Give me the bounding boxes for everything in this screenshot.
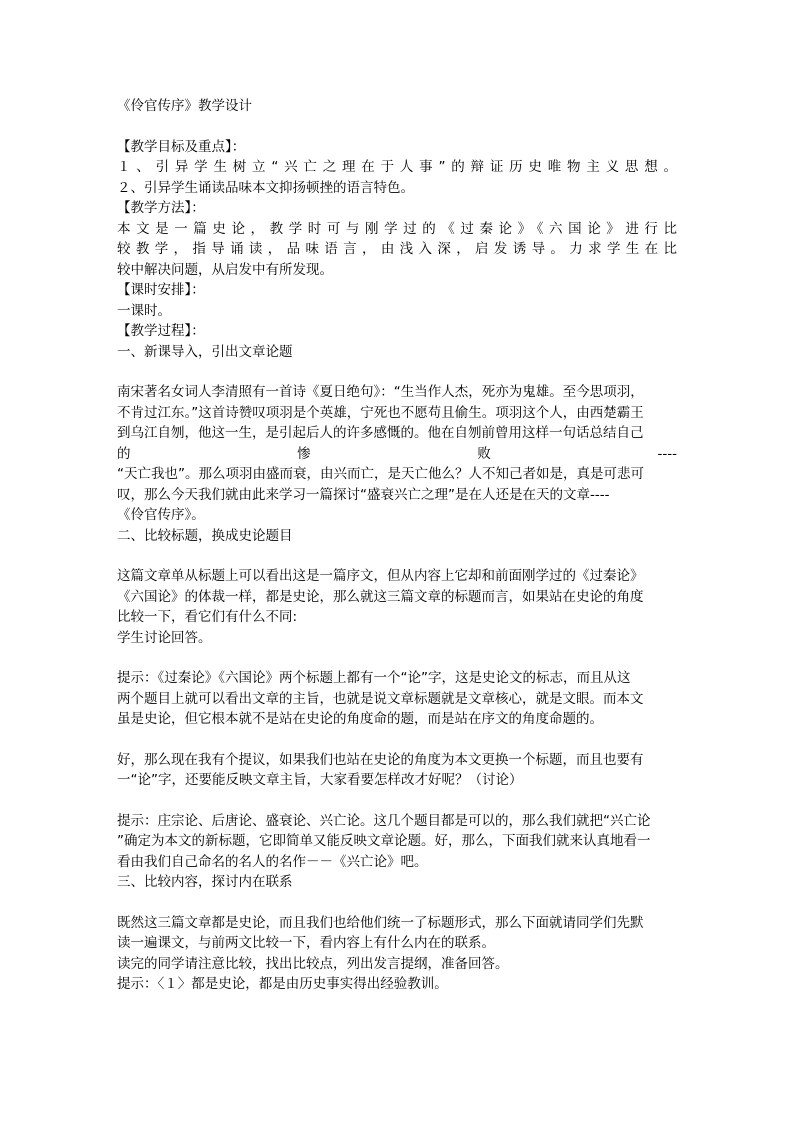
schedule-heading: 【课时安排】：: [117, 282, 205, 298]
paragraph-line: “天亡我也”。那么项羽由盛而衰，由兴而亡，是天亡他么？人不知己者如是，真是可悲可: [117, 466, 644, 482]
method-heading: 【教学方法】：: [117, 200, 205, 216]
section-heading-1: 一、新课导入，引出文章论题: [117, 343, 293, 360]
spread-dash: ----: [657, 445, 677, 462]
section-heading-3: 三、比较内容，探讨内在联系: [117, 874, 293, 890]
spacer: [117, 893, 677, 913]
spacer: [117, 791, 677, 811]
paragraph-line: 叹，那么今天我们就由此来学习一篇探讨“盛衰兴亡之理”是在人还是在天的文章----: [117, 486, 610, 503]
goal-item-2: ２、引异学生诵读品味本文抑扬顿挫的语言特色。: [117, 179, 414, 196]
method-line: 较教学，指导诵读，品味语言，由浅入深，启发诱导。力求学生在比: [117, 241, 677, 257]
paragraph-line-spread: [117, 444, 677, 465]
paragraph-line: 《伶官传序》。: [117, 507, 205, 523]
method-line: 较中解决问题，从启发中有所发现。: [117, 261, 333, 278]
paragraph-line: 提示：《过秦论》《六国论》两个标题上都有一个“论”字，这是史论文的标志，而且从这: [117, 670, 631, 686]
document-page: [117, 96, 677, 995]
schedule-text: 一课时。: [117, 302, 171, 319]
paragraph-line: 看由我们自己命名的名人的名作－－《兴亡论》吧。: [117, 853, 428, 870]
spread-char: 惨: [297, 445, 311, 462]
goals-heading: 【教学目标及重点】：: [117, 138, 246, 155]
paragraph-line: 南宋著名女词人李清照有一首诗《夏日绝句》：“生当作人杰，死亦为鬼雄。至今思项羽，: [117, 384, 644, 400]
paragraph-line: 读一遍课文，与前两文比较一下，看内容上有什么内在的联系。: [117, 935, 495, 951]
paragraph-line: 不肯过江东。”这首诗赞叹项羽是个英雄，宁死也不愿苟且偷生。项羽这个人，由西楚霸王: [117, 404, 644, 421]
spread-char: 的: [117, 445, 131, 462]
goal-item-1: １、引异学生树立“兴亡之理在于人事”的辩证历史唯物主义思想。: [117, 159, 677, 175]
process-heading: 【教学过程】：: [117, 323, 205, 339]
paragraph-line: 学生讨论回答。: [117, 629, 212, 646]
paragraph-line: 提示：庄宗论、后唐论、盛衰论、兴亡论。这几个题目都是可以的，那么我们就把“兴亡论: [117, 812, 651, 829]
paragraph-line: 一“论”字，还要能反映文章主旨，大家看要怎样改才好呢？（讨论）: [117, 772, 523, 788]
paragraph-line: 既然这三篇文章都是史论，而且我们也给他们统一了标题形式，那么下面就请同学们先默: [117, 914, 644, 931]
spacer: [117, 648, 677, 668]
spacer: [117, 546, 677, 566]
paragraph-line: 这篇文章单从标题上可以看出这是一篇序文，但从内容上它却和前面刚学过的《过秦论》: [117, 568, 644, 584]
paragraph-line: ”确定为本文的新标题，它即简单又能反映文章论题。好，那么，下面我们就来认真地看一: [117, 833, 651, 849]
spread-char: 败: [477, 445, 491, 462]
paragraph-line: 到乌江自刎，他这一生，是引起后人的许多感慨的。他在自刎前曾用这样一句话总结自己: [117, 425, 644, 441]
paragraph-line: 好，那么现在我有个提议，如果我们也站在史论的角度为本文更换一个标题，而且也要有: [117, 751, 644, 768]
section-heading-2: 二、比较标题，换成史论题目: [117, 527, 293, 544]
paragraph-line: 读完的同学请注意比较，找出比较点，列出发言提纲，准备回答。: [117, 955, 509, 972]
paragraph-line: 虽是史论，但它根本就不是站在史论的角度命的题，而是站在序文的角度命题的。: [117, 711, 603, 727]
document-title: 《伶官传序》教学设计: [117, 98, 252, 114]
paragraph-line: 提示：〈１〉都是史论，都是由历史事实得出经验教训。: [117, 976, 448, 992]
spacer: [117, 362, 677, 382]
method-line: 本文是一篇史论，教学时可与刚学过的《过秦论》《六国论》进行比: [117, 220, 677, 237]
paragraph-line: 比较一下，看它们有什么不同:: [117, 609, 298, 625]
paragraph-line: 《六国论》的体裁一样，都是史论，那么就这三篇文章的标题而言，如果站在史论的角度: [117, 588, 644, 605]
paragraph-line: 两个题目上就可以看出文章的主旨，也就是说文章标题就是文章核心，就是文眼。而本文: [117, 690, 644, 707]
spacer: [117, 730, 677, 750]
